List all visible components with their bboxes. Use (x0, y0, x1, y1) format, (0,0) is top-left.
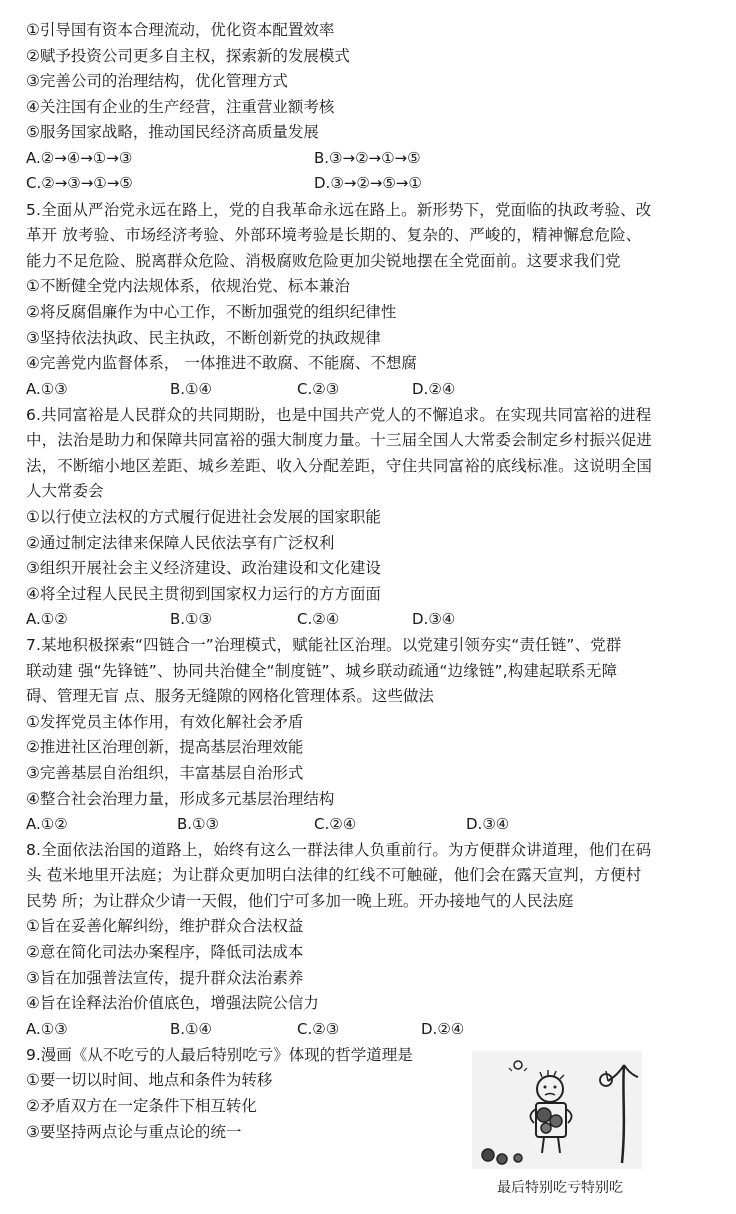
q6-option-a: A.①② (26, 610, 68, 628)
q5-item: ②将反腐倡廉作为中心工作，不断加强党的组织纪律性 (26, 303, 397, 321)
q4-option-b: B.③→②→①→⑤ (314, 149, 421, 167)
q4-item: ②赋予投资公司更多自主权，探索新的发展模式 (26, 47, 350, 65)
q6-option-b: B.①③ (170, 610, 212, 628)
cartoon-caption: 最后特别吃亏特别吃 (497, 1180, 623, 1196)
q9-item: ③要坚持两点论与重点论的统一 (26, 1123, 242, 1141)
q6-item: ①以行使立法权的方式履行促进社会发展的国家职能 (26, 508, 381, 526)
q7-item: ①发挥党员主体作用，有效化解社会矛盾 (26, 713, 304, 731)
q5-option-b: B.①④ (170, 380, 212, 398)
q4-item: ④关注国有企业的生产经营，注重营业额考核 (26, 98, 335, 116)
q5-item: ①不断健全党内法规体系，依规治党、标本兼治 (26, 277, 350, 295)
q8-stem-line: 头 苞米地里开法庭；为让群众更加明白法律的红线不可触碰，他们会在露天宣判，方便村 (26, 866, 642, 884)
q6-stem-line: 人大常委会 (26, 482, 104, 500)
q9-stem: 9.漫画《从不吃亏的人最后特别吃亏》体现的哲学道理是 (26, 1046, 413, 1064)
q4-item: ⑤服务国家战略，推动国民经济高质量发展 (26, 123, 319, 141)
q8-stem-line: 民势 所；为让群众少请一天假，他们宁可多加一晚上班。开办接地气的人民法庭 (26, 892, 574, 910)
q8-item: ③旨在加强普法宣传，提升群众法治素养 (26, 969, 304, 987)
q5-stem-line: 5.全面从严治党永远在路上，党的自我革命永远在路上。新形势下，党面临的执政考验、改 (26, 201, 652, 219)
q4-option-c: C.②→③→①→⑤ (26, 174, 133, 192)
q4-option-a: A.②→④→①→③ (26, 149, 133, 167)
q5-option-d: D.②④ (412, 380, 456, 398)
q8-item: ②意在简化司法办案程序，降低司法成本 (26, 943, 304, 961)
q7-item: ②推进社区治理创新，提高基层治理效能 (26, 738, 304, 756)
q6-option-c: C.②④ (297, 610, 340, 628)
q6-stem-line: 6.共同富裕是人民群众的共同期盼，也是中国共产党人的不懈追求。在实现共同富裕的进程 (26, 406, 652, 424)
q4-item: ①引导国有资本合理流动，优化资本配置效率 (26, 21, 335, 39)
q9-item: ②矛盾双方在一定条件下相互转化 (26, 1097, 257, 1115)
q5-stem-line: 能力不足危险、脱离群众危险、消极腐败危险更加尖锐地摆在全党面前。这要求我们党 (26, 252, 621, 270)
q7-stem-line: 联动建 强“先锋链”、协同共治健全“制度链”、城乡联动疏通“边缘链”,构建起联系无障 (26, 662, 618, 680)
q5-item: ③坚持依法执政、民主执政，不断创新党的执政规律 (26, 329, 381, 347)
q8-item: ④旨在诠释法治价值底色，增强法院公信力 (26, 994, 319, 1012)
q7-stem-line: 7.某地积极探索“四链合一”治理模式，赋能社区治理。以党建引领夯实“责任链”、党群 (26, 636, 622, 654)
q5-stem-line: 革开 放考验、市场经济考验、外部环境考验是长期的、复杂的、严峻的，精神懈怠危险、 (26, 226, 642, 244)
q6-item: ③组织开展社会主义经济建设、政治建设和文化建设 (26, 559, 381, 577)
q7-option-a: A.①② (26, 815, 68, 833)
q6-item: ④将全过程人民民主贯彻到国家权力运行的方方面面 (26, 585, 381, 603)
q6-item: ②通过制定法律来保障人民依法享有广泛权利 (26, 534, 335, 552)
q5-item: ④完善党内监督体系， 一体推进不敢腐、不能腐、不想腐 (26, 354, 417, 372)
q7-option-c: C.②④ (314, 815, 357, 833)
q8-option-a: A.①③ (26, 1020, 68, 1038)
q4-item: ③完善公司的治理结构，优化管理方式 (26, 72, 288, 90)
q8-option-d: D.②④ (421, 1020, 465, 1038)
q8-option-c: C.②③ (297, 1020, 340, 1038)
q8-item: ①旨在妥善化解纠纷，维护群众合法权益 (26, 917, 304, 935)
q7-item: ④整合社会治理力量，形成多元基层治理结构 (26, 790, 335, 808)
q6-option-d: D.③④ (412, 610, 456, 628)
q7-option-d: D.③④ (466, 815, 510, 833)
q8-option-b: B.①④ (170, 1020, 212, 1038)
q6-stem-line: 中，法治是助力和保障共同富裕的强大制度力量。十三届全国人大常委会制定乡村振兴促进 (26, 431, 653, 449)
q7-item: ③完善基层自治组织，丰富基层自治形式 (26, 764, 304, 782)
q8-stem-line: 8.全面依法治国的道路上，始终有这么一群法律人负重前行。为方便群众讲道理，他们在码 (26, 841, 652, 859)
q7-option-b: B.①③ (177, 815, 219, 833)
cartoon-drawing-icon (472, 1051, 642, 1169)
q5-option-c: C.②③ (297, 380, 340, 398)
q5-option-a: A.①③ (26, 380, 68, 398)
q6-stem-line: 法，不断缩小地区差距、城乡差距、收入分配差距，守住共同富裕的底线标准。这说明全国 (26, 457, 653, 475)
q9-item: ①要一切以时间、地点和条件为转移 (26, 1071, 273, 1089)
cartoon-illustration (472, 1051, 642, 1169)
q7-stem-line: 碍、管理无盲 点、服务无缝隙的网格化管理体系。这些做法 (26, 687, 434, 705)
q4-option-d: D.③→②→⑤→① (314, 174, 422, 192)
